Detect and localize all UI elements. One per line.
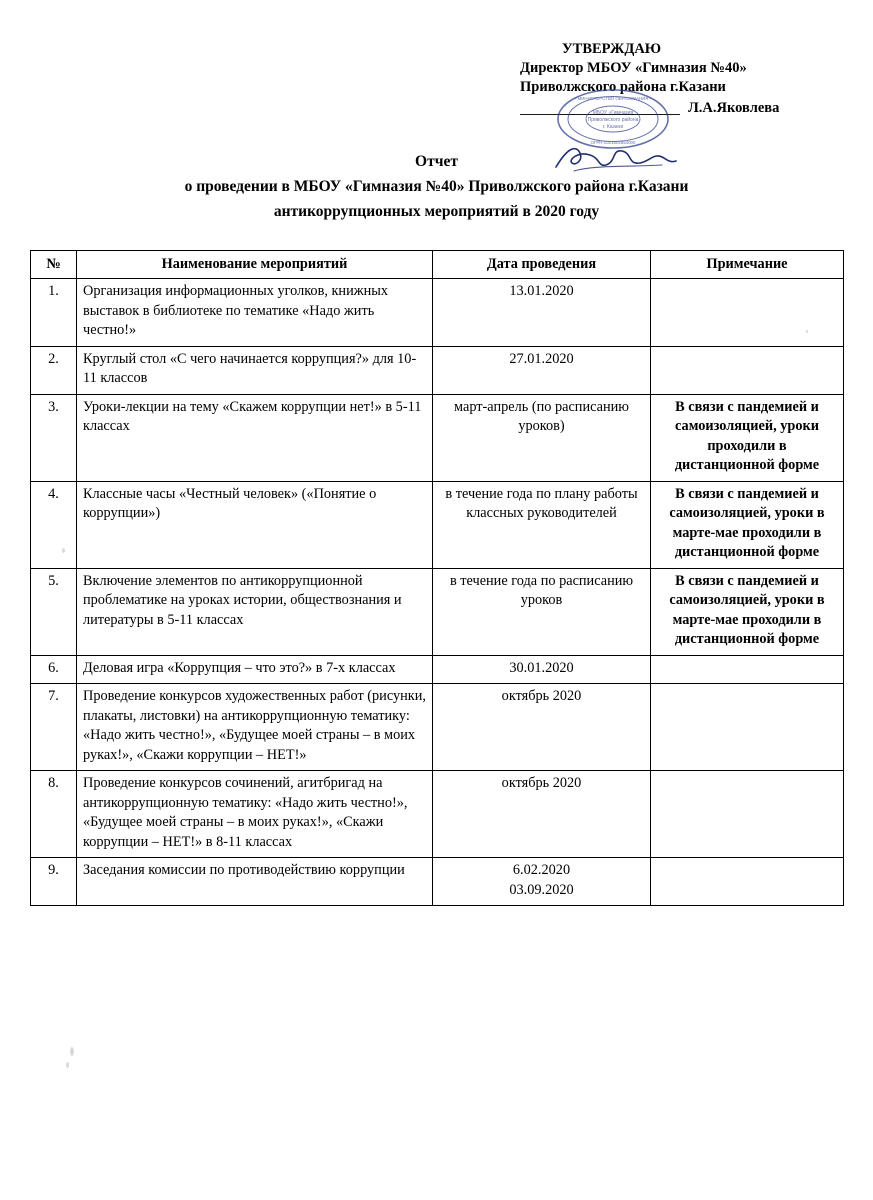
cell-date: в течение года по плану работы классных руководителей — [433, 481, 651, 568]
signature-rule — [520, 114, 680, 115]
title-line-2: о проведении в МБОУ «Гимназия №40» Приволжского района г.Казани — [184, 178, 689, 195]
document-title — [30, 149, 843, 224]
cell-event-name: Уроки-лекции на тему «Скажем коррупции нет!» в 5-11 классах — [77, 394, 433, 481]
approval-block — [520, 40, 843, 119]
table-row — [31, 568, 844, 655]
signer-name: Л.А.Яковлева — [688, 100, 780, 116]
cell-event-name: Заседания комиссии по противодействию коррупции — [77, 858, 433, 906]
table-row — [31, 346, 844, 394]
cell-date: октябрь 2020 — [433, 771, 651, 858]
svg-text:• МИНИСТЕРСТВО ОБРАЗОВАНИЯ •: • МИНИСТЕРСТВО ОБРАЗОВАНИЯ • — [574, 96, 652, 101]
approval-director-line: Директор МБОУ «Гимназия №40» — [520, 60, 747, 76]
cell-date: 30.01.2020 — [433, 655, 651, 684]
table-row — [31, 279, 844, 347]
cell-event-name: Проведение конкурсов сочинений, агитбригад на антикоррупционную тематику: «Надо жить честно!», «Будущее моей страны – в моих руках!», «Скажи коррупции – НЕТ!» в 8-11 классах — [77, 771, 433, 858]
cell-number: 7. — [31, 684, 77, 771]
cell-date: октябрь 2020 — [433, 684, 651, 771]
cell-event-name: Классные часы «Честный человек» («Понятие о коррупции») — [77, 481, 433, 568]
cell-number: 2. — [31, 346, 77, 394]
table-row — [31, 655, 844, 684]
table-row — [31, 684, 844, 771]
cell-date: 13.01.2020 — [433, 279, 651, 347]
svg-text:МБОУ «Гимназия: МБОУ «Гимназия — [592, 110, 634, 116]
cell-event-name: Круглый стол «С чего начинается коррупция?» для 10-11 классов — [77, 346, 433, 394]
title-line-1: Отчет — [415, 153, 458, 170]
cell-note: В связи с пандемией и самоизоляцией, уроки в марте-мае проходили в дистанционной форме — [651, 481, 844, 568]
cell-note — [651, 346, 844, 394]
cell-date: 6.02.2020 03.09.2020 — [433, 858, 651, 906]
column-header-date: Дата проведения — [433, 251, 651, 279]
cell-number: 6. — [31, 655, 77, 684]
column-header-note: Примечание — [651, 251, 844, 279]
cell-date: 27.01.2020 — [433, 346, 651, 394]
title-line-3: антикоррупционных мероприятий в 2020 году — [273, 203, 600, 220]
cell-event-name: Деловая игра «Коррупция – что это?» в 7-х классах — [77, 655, 433, 684]
cell-number: 8. — [31, 771, 77, 858]
table-row — [31, 771, 844, 858]
svg-text:ОГРН 1021602854000: ОГРН 1021602854000 — [590, 140, 636, 145]
cell-note — [651, 771, 844, 858]
cell-number: 3. — [31, 394, 77, 481]
cell-note — [651, 858, 844, 906]
cell-event-name: Организация информационных уголков, книжных выставок в библиотеке по тематике «Надо жить честно!» — [77, 279, 433, 347]
cell-note — [651, 684, 844, 771]
cell-event-name: Включение элементов по антикоррупционной проблематике на уроках истории, обществознания и литературы в 5-11 классах — [77, 568, 433, 655]
table-row — [31, 858, 844, 906]
column-header-name: Наименование мероприятий — [77, 251, 433, 279]
cell-note: В связи с пандемией и самоизоляцией, уроки проходили в дистанционной форме — [651, 394, 844, 481]
cell-note — [651, 279, 844, 347]
cell-event-name: Проведение конкурсов художественных работ (рисунки, плакаты, листовки) на антикоррупционную тематику: «Надо жить честно!», «Будущее моей страны – в моих руках!», «Скажи коррупции – НЕТ!» — [77, 684, 433, 771]
signature-line — [520, 99, 843, 119]
table-row — [31, 481, 844, 568]
cell-number: 9. — [31, 858, 77, 906]
cell-note: В связи с пандемией и самоизоляцией, уроки в марте-мае проходили в дистанционной форме — [651, 568, 844, 655]
column-header-number: № — [31, 251, 77, 279]
svg-text:г. Казани: г. Казани — [602, 124, 624, 130]
cell-number: 1. — [31, 279, 77, 347]
cell-date: март-апрель (по расписанию уроков) — [433, 394, 651, 481]
table-body — [31, 279, 844, 906]
cell-number: 5. — [31, 568, 77, 655]
table-row — [31, 394, 844, 481]
events-table — [30, 250, 844, 906]
approval-heading: УТВЕРЖДАЮ — [562, 41, 662, 57]
table-header-row — [31, 251, 844, 279]
approval-district-line: Приволжского района г.Казани — [520, 79, 726, 95]
svg-text:Приволжского района: Приволжского района — [587, 117, 639, 123]
cell-date: в течение года по расписанию уроков — [433, 568, 651, 655]
cell-number: 4. — [31, 481, 77, 568]
cell-note — [651, 655, 844, 684]
